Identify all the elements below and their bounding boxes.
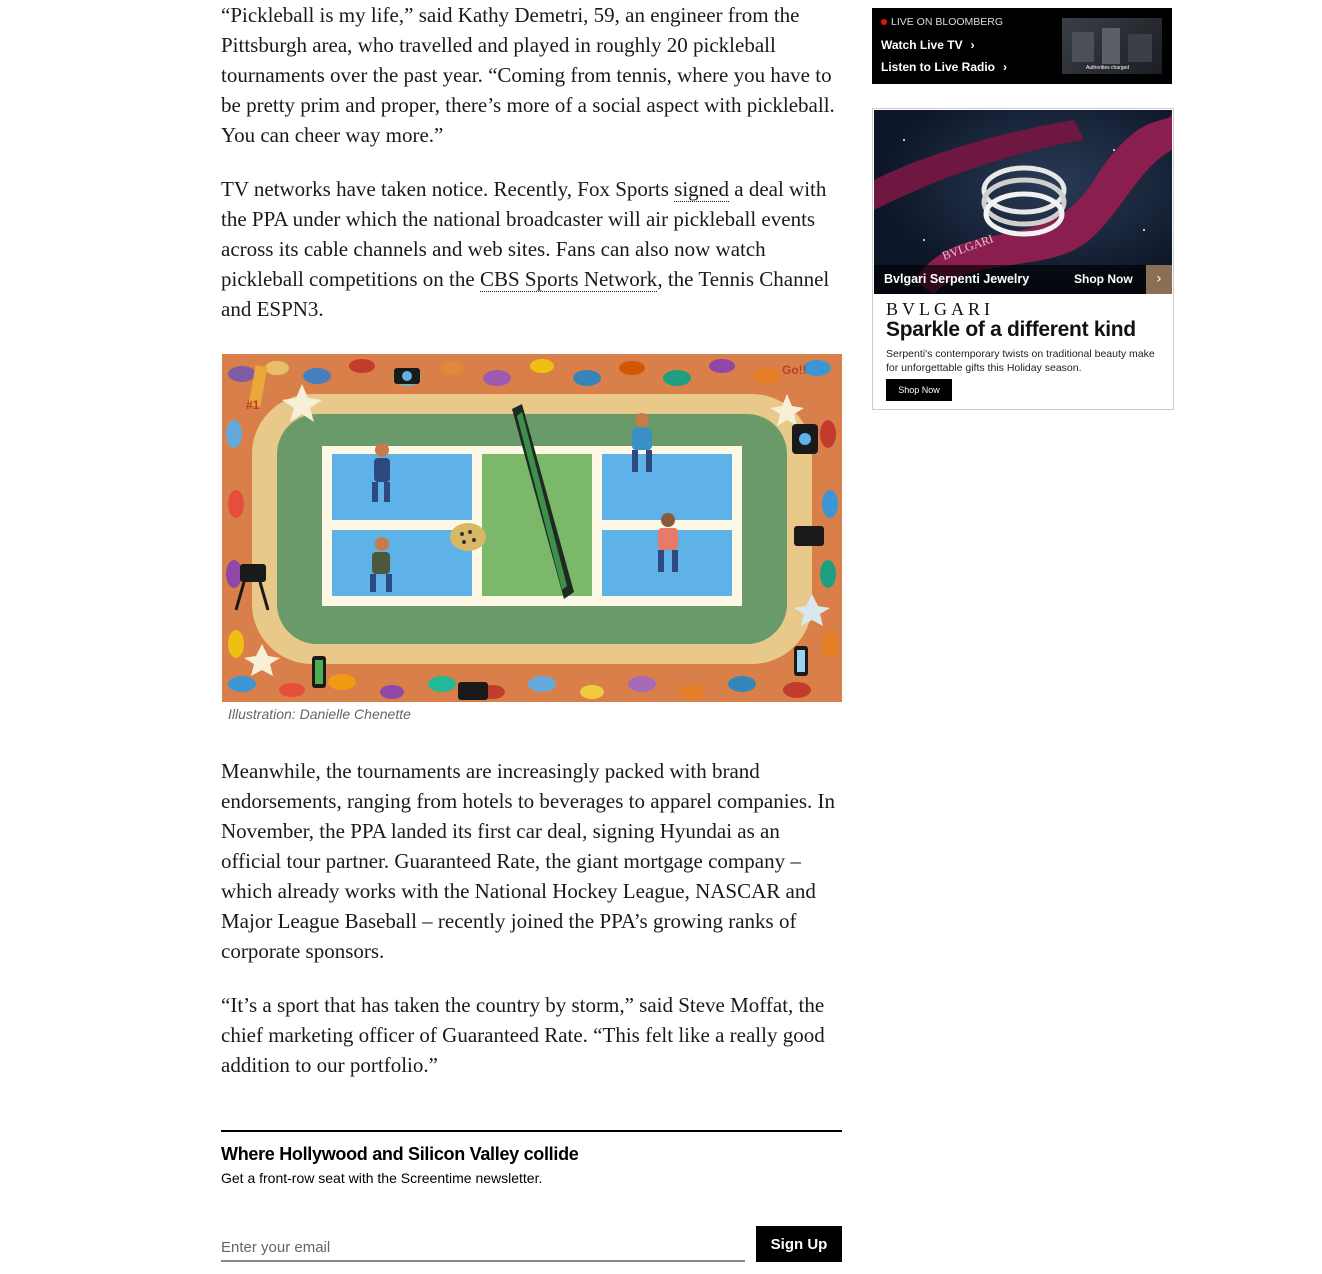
email-input[interactable] bbox=[221, 1234, 745, 1262]
number-one-sign: #1 bbox=[246, 398, 260, 412]
newsletter-signup bbox=[221, 1130, 842, 1253]
chevron-right-icon[interactable]: › bbox=[1146, 265, 1172, 294]
ad-bar-shop-link[interactable]: Shop Now bbox=[1074, 272, 1133, 286]
ribbon-brand-text: BVLGARI bbox=[940, 231, 996, 263]
live-dot-icon bbox=[881, 19, 887, 25]
ad-copy: Serpenti's contemporary twists on traditional beauty make for unforgettable gifts this Holiday season. bbox=[886, 348, 1155, 374]
live-on-bloomberg-widget bbox=[872, 8, 1172, 84]
pickleball-illustration bbox=[222, 354, 842, 702]
watch-live-tv-label: Watch Live TV bbox=[881, 38, 963, 52]
watch-live-tv-link[interactable] bbox=[881, 38, 975, 52]
article-paragraph: “Pickleball is my life,” said Kathy Demetri, 59, an engineer from the Pittsburgh area, who travelled and played in roughly 20 pickleball tournaments over the past year. “Coming from tennis, where you have to be pretty prim and proper, there’s more of a social aspect with pickleball. You can cheer way more.” bbox=[221, 3, 835, 147]
ad-shop-now-button[interactable]: Shop Now bbox=[886, 379, 952, 401]
article-paragraph: “It’s a sport that has taken the country by storm,” said Steve Moffat, the chief marketing officer of Guaranteed Rate. “This felt like a really good addition to our portfolio.” bbox=[221, 993, 825, 1077]
article-paragraph bbox=[221, 174, 842, 324]
newsletter-subtitle: Get a front-row seat with the Screentime newsletter. bbox=[221, 1170, 543, 1186]
chevron-right-icon: › bbox=[970, 38, 975, 52]
newsletter-title: Where Hollywood and Silicon Valley collide bbox=[221, 1144, 579, 1164]
thumbnail-caption: Authorities charged bbox=[1086, 65, 1130, 71]
live-tag bbox=[881, 16, 1003, 28]
live-tag-label: LIVE ON BLOOMBERG bbox=[891, 16, 1004, 28]
go-sign: Go!! bbox=[782, 363, 807, 377]
paragraph-text: TV networks have taken notice. Recently, Fox Sports bbox=[221, 177, 675, 201]
image-caption: Illustration: Danielle Chenette bbox=[228, 706, 411, 722]
signed-link[interactable]: signed bbox=[674, 177, 729, 201]
paragraph-text: , the Tennis Channel and ESPN3. bbox=[221, 267, 830, 321]
live-video-thumbnail[interactable] bbox=[1062, 18, 1162, 74]
paragraph-text: a deal with the PPA under which the national broadcaster will air pickleball events across its cable channels and web sites. Fans can also now watch pickleball competitions on the bbox=[221, 177, 827, 291]
cbs-sports-network-link[interactable]: CBS Sports Network bbox=[479, 267, 658, 291]
listen-live-radio-label: Listen to Live Radio bbox=[881, 60, 996, 74]
listen-live-radio-link[interactable] bbox=[881, 60, 1007, 74]
chevron-right-icon: › bbox=[1003, 60, 1008, 74]
ad-bar-title: Bvlgari Serpenti Jewelry bbox=[884, 272, 1030, 286]
sign-up-button[interactable]: Sign Up bbox=[756, 1226, 842, 1262]
ad-headline: Sparkle of a different kind bbox=[886, 318, 1136, 341]
article-paragraph: Meanwhile, the tournaments are increasingly packed with brand endorsements, ranging from hotels to beverages to apparel companies. In November, the PPA landed its first car deal, signing Hyundai as an official tour partner. Guaranteed Rate, the giant mortgage company – which already works with the National Hockey League, NASCAR and Major League Baseball – recently joined the PPA’s growing ranks of corporate sponsors. bbox=[221, 759, 836, 963]
bvlgari-ad[interactable] bbox=[872, 108, 1174, 410]
ad-caption-bar bbox=[874, 265, 1146, 294]
ad-brand-logo: BVLGARI bbox=[886, 299, 994, 319]
